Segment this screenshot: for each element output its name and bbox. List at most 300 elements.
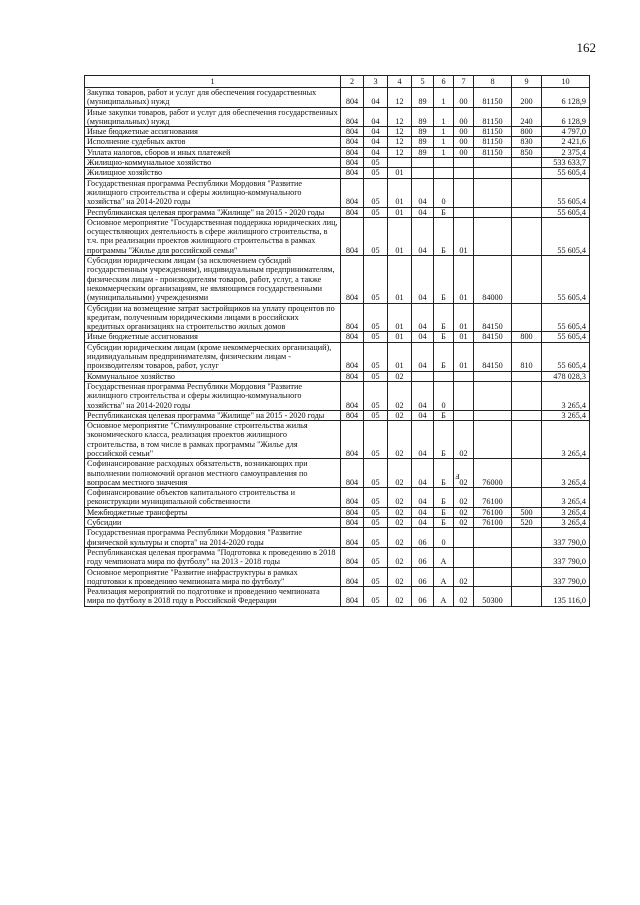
code-cell: 89 bbox=[412, 147, 434, 157]
code-cell: 800 bbox=[512, 127, 542, 137]
sum-cell: 2 421,6 bbox=[542, 137, 590, 147]
code-cell: 04 bbox=[412, 421, 434, 459]
sum-cell: 3 265,4 bbox=[542, 410, 590, 420]
code-cell: 804 bbox=[341, 547, 364, 567]
code-cell bbox=[512, 488, 542, 508]
sum-cell: 337 790,0 bbox=[542, 528, 590, 548]
code-cell bbox=[454, 410, 474, 420]
name-cell: Закупка товаров, работ и услуг для обеспечения государственных (муниципальных) нужд bbox=[85, 88, 341, 108]
code-cell: 81150 bbox=[474, 127, 512, 137]
code-cell: Б bbox=[434, 207, 454, 217]
code-cell: 500 bbox=[512, 507, 542, 517]
sum-cell: 478 028,3 bbox=[542, 371, 590, 381]
code-cell: 01 bbox=[388, 332, 412, 342]
code-cell: 05 bbox=[364, 587, 388, 607]
table-row bbox=[85, 567, 590, 587]
code-cell: 804 bbox=[341, 421, 364, 459]
table-row bbox=[85, 488, 590, 508]
code-cell: 804 bbox=[341, 528, 364, 548]
code-cell bbox=[454, 528, 474, 548]
header-cell: 1 bbox=[85, 76, 341, 88]
code-cell: 804 bbox=[341, 488, 364, 508]
code-cell: 04 bbox=[364, 147, 388, 157]
scan-mark: ⅎ bbox=[455, 470, 460, 482]
name-cell: Софинансирование объектов капитального строительства и реконструкции муниципальной собственности bbox=[85, 488, 341, 508]
code-cell: 804 bbox=[341, 381, 364, 410]
code-cell bbox=[512, 381, 542, 410]
code-cell: 04 bbox=[412, 332, 434, 342]
table-row bbox=[85, 371, 590, 381]
sum-cell: 4 797,0 bbox=[542, 127, 590, 137]
code-cell: 05 bbox=[364, 303, 388, 332]
code-cell: 01 bbox=[388, 342, 412, 371]
sum-cell: 55 605,4 bbox=[542, 168, 590, 178]
code-cell bbox=[512, 547, 542, 567]
code-cell: Б bbox=[434, 421, 454, 459]
sum-cell: 55 605,4 bbox=[542, 207, 590, 217]
code-cell: 05 bbox=[364, 381, 388, 410]
code-cell: 05 bbox=[364, 168, 388, 178]
code-cell: 804 bbox=[341, 178, 364, 207]
code-cell: Б bbox=[434, 217, 454, 255]
code-cell: 804 bbox=[341, 332, 364, 342]
code-cell: 84000 bbox=[474, 256, 512, 303]
name-cell: Субсидии bbox=[85, 518, 341, 528]
code-cell: 01 bbox=[388, 207, 412, 217]
table-row bbox=[85, 421, 590, 459]
name-cell: Республиканская целевая программа "Подготовка к проведению в 2018 году чемпионата мира по футболу" на 2013 - 2018 годы bbox=[85, 547, 341, 567]
code-cell bbox=[454, 207, 474, 217]
name-cell: Исполнение судебных актов bbox=[85, 137, 341, 147]
code-cell: 84150 bbox=[474, 303, 512, 332]
code-cell: 804 bbox=[341, 342, 364, 371]
code-cell: 04 bbox=[364, 127, 388, 137]
code-cell: 05 bbox=[364, 547, 388, 567]
table-row bbox=[85, 217, 590, 255]
table-row bbox=[85, 381, 590, 410]
header-cell: 10 bbox=[542, 76, 590, 88]
code-cell bbox=[512, 168, 542, 178]
sum-cell: 55 605,4 bbox=[542, 256, 590, 303]
page-number: 162 bbox=[576, 40, 596, 55]
code-cell: 02 bbox=[454, 518, 474, 528]
code-cell: 804 bbox=[341, 168, 364, 178]
code-cell: Б bbox=[434, 518, 454, 528]
code-cell bbox=[512, 158, 542, 168]
table-row bbox=[85, 459, 590, 488]
code-cell: 02 bbox=[388, 488, 412, 508]
code-cell: Б bbox=[434, 410, 454, 420]
table-row bbox=[85, 303, 590, 332]
code-cell bbox=[474, 547, 512, 567]
sum-cell: 55 605,4 bbox=[542, 342, 590, 371]
code-cell: 05 bbox=[364, 507, 388, 517]
code-cell: 05 bbox=[364, 567, 388, 587]
code-cell: 00 bbox=[454, 147, 474, 157]
code-cell bbox=[474, 371, 512, 381]
code-cell bbox=[512, 567, 542, 587]
code-cell: 804 bbox=[341, 127, 364, 137]
code-cell: 01 bbox=[454, 332, 474, 342]
budget-table bbox=[84, 75, 590, 607]
code-cell: 02 bbox=[388, 547, 412, 567]
code-cell: 02 bbox=[388, 567, 412, 587]
code-cell bbox=[512, 528, 542, 548]
sum-cell: 6 128,9 bbox=[542, 107, 590, 127]
code-cell: 81150 bbox=[474, 137, 512, 147]
code-cell bbox=[474, 421, 512, 459]
code-cell: 89 bbox=[412, 88, 434, 108]
header-cell: 6 bbox=[434, 76, 454, 88]
name-cell: Государственная программа Республики Мордовия "Развитие жилищного строительства и сферы жилищно-коммунального хозяйства" на 2014-2020 годы bbox=[85, 381, 341, 410]
code-cell: 800 bbox=[512, 332, 542, 342]
code-cell: 804 bbox=[341, 256, 364, 303]
code-cell: 02 bbox=[388, 410, 412, 420]
code-cell: 1 bbox=[434, 127, 454, 137]
code-cell: 804 bbox=[341, 217, 364, 255]
sum-cell: 337 790,0 bbox=[542, 547, 590, 567]
sum-cell: 2 375,4 bbox=[542, 147, 590, 157]
sum-cell: 3 265,4 bbox=[542, 507, 590, 517]
code-cell bbox=[454, 381, 474, 410]
code-cell: 05 bbox=[364, 371, 388, 381]
code-cell: 04 bbox=[364, 88, 388, 108]
code-cell: Б bbox=[434, 342, 454, 371]
code-cell: 12 bbox=[388, 107, 412, 127]
table-row bbox=[85, 168, 590, 178]
name-cell: Иные бюджетные ассигнования bbox=[85, 127, 341, 137]
code-cell: 00 bbox=[454, 127, 474, 137]
code-cell bbox=[512, 371, 542, 381]
code-cell: 02 bbox=[388, 587, 412, 607]
sum-cell: 3 265,4 bbox=[542, 381, 590, 410]
code-cell bbox=[512, 178, 542, 207]
code-cell: 830 bbox=[512, 137, 542, 147]
code-cell: 05 bbox=[364, 459, 388, 488]
code-cell: 05 bbox=[364, 158, 388, 168]
code-cell: Б bbox=[434, 332, 454, 342]
code-cell: Б bbox=[434, 256, 454, 303]
code-cell: 12 bbox=[388, 127, 412, 137]
sum-cell: 135 116,0 bbox=[542, 587, 590, 607]
code-cell: 04 bbox=[412, 303, 434, 332]
code-cell bbox=[454, 158, 474, 168]
code-cell bbox=[412, 371, 434, 381]
code-cell: 05 bbox=[364, 342, 388, 371]
table-row bbox=[85, 207, 590, 217]
code-cell bbox=[474, 158, 512, 168]
code-cell: 804 bbox=[341, 158, 364, 168]
code-cell: 804 bbox=[341, 88, 364, 108]
code-cell: 804 bbox=[341, 207, 364, 217]
code-cell bbox=[512, 256, 542, 303]
code-cell: 200 bbox=[512, 88, 542, 108]
name-cell: Государственная программа Республики Мордовия "Развитие жилищного строительства и сферы жилищно-коммунального хозяйства" на 2014-2020 годы bbox=[85, 178, 341, 207]
code-cell: 05 bbox=[364, 421, 388, 459]
code-cell bbox=[474, 567, 512, 587]
table-row bbox=[85, 342, 590, 371]
code-cell: 81150 bbox=[474, 147, 512, 157]
table-row bbox=[85, 158, 590, 168]
sum-cell: 3 265,4 bbox=[542, 421, 590, 459]
code-cell: 02 bbox=[454, 587, 474, 607]
code-cell bbox=[474, 217, 512, 255]
code-cell: 84150 bbox=[474, 342, 512, 371]
sum-cell: 337 790,0 bbox=[542, 567, 590, 587]
code-cell: 06 bbox=[412, 567, 434, 587]
code-cell: 0 bbox=[434, 528, 454, 548]
code-cell: 1 bbox=[434, 107, 454, 127]
name-cell: Иные бюджетные ассигнования bbox=[85, 332, 341, 342]
code-cell bbox=[512, 303, 542, 332]
code-cell: 240 bbox=[512, 107, 542, 127]
code-cell bbox=[474, 381, 512, 410]
code-cell bbox=[512, 459, 542, 488]
code-cell: 05 bbox=[364, 410, 388, 420]
header-cell: 9 bbox=[512, 76, 542, 88]
code-cell bbox=[434, 168, 454, 178]
name-cell: Субсидии юридическим лицам (за исключением субсидий государственным учреждениям), индивидуальным предпринимателям, физическим лицам - производителям товаров, работ, услуг, а также некоммерческим организациям, не являющимся государственными (муниципальными) учреждениями bbox=[85, 256, 341, 303]
table-row bbox=[85, 178, 590, 207]
table-row bbox=[85, 528, 590, 548]
name-cell: Республиканская целевая программа "Жилище" на 2015 - 2020 годы bbox=[85, 410, 341, 420]
name-cell: Иные закупки товаров, работ и услуг для обеспечения государственных (муниципальных) нужд bbox=[85, 107, 341, 127]
table-row bbox=[85, 147, 590, 157]
code-cell: 12 bbox=[388, 147, 412, 157]
code-cell: 04 bbox=[412, 507, 434, 517]
code-cell: 06 bbox=[412, 587, 434, 607]
code-cell: 810 bbox=[512, 342, 542, 371]
table-row bbox=[85, 88, 590, 108]
code-cell: 04 bbox=[412, 488, 434, 508]
code-cell: 81150 bbox=[474, 88, 512, 108]
code-cell: 1 bbox=[434, 137, 454, 147]
code-cell: А bbox=[434, 567, 454, 587]
code-cell: Б bbox=[434, 507, 454, 517]
sum-cell: 3 265,4 bbox=[542, 518, 590, 528]
code-cell: 02 bbox=[454, 421, 474, 459]
table-row bbox=[85, 547, 590, 567]
code-cell: 05 bbox=[364, 217, 388, 255]
code-cell: 81150 bbox=[474, 107, 512, 127]
name-cell: Реализация мероприятий по подготовке и проведению чемпионата мира по футболу в 2018 году в Российской Федерации bbox=[85, 587, 341, 607]
code-cell: 02 bbox=[454, 567, 474, 587]
name-cell: Субсидии юридическим лицам (кроме некоммерческих организаций), индивидуальным предпринимателям, физическим лицам - производителям товаров, работ, услуг bbox=[85, 342, 341, 371]
code-cell: 01 bbox=[454, 256, 474, 303]
name-cell: Софинансирование расходных обязательств, возникающих при выполнении полномочий органов местного самоуправления по вопросам местного значения bbox=[85, 459, 341, 488]
code-cell bbox=[434, 371, 454, 381]
code-cell: 01 bbox=[454, 342, 474, 371]
code-cell: 04 bbox=[364, 107, 388, 127]
code-cell: 02 bbox=[454, 488, 474, 508]
table-row bbox=[85, 137, 590, 147]
code-cell bbox=[512, 217, 542, 255]
code-cell bbox=[412, 168, 434, 178]
name-cell: Коммунальное хозяйство bbox=[85, 371, 341, 381]
table-row bbox=[85, 507, 590, 517]
code-cell: 01 bbox=[388, 168, 412, 178]
code-cell: 06 bbox=[412, 528, 434, 548]
table-row bbox=[85, 518, 590, 528]
code-cell: 02 bbox=[388, 528, 412, 548]
sum-cell: 55 605,4 bbox=[542, 303, 590, 332]
code-cell: 02 bbox=[454, 459, 474, 488]
code-cell: Б bbox=[434, 459, 454, 488]
code-cell bbox=[454, 547, 474, 567]
table-body bbox=[85, 76, 590, 607]
code-cell: 01 bbox=[454, 303, 474, 332]
code-cell: 520 bbox=[512, 518, 542, 528]
header-cell: 3 bbox=[364, 76, 388, 88]
code-cell: 06 bbox=[412, 547, 434, 567]
code-cell: 89 bbox=[412, 107, 434, 127]
name-cell: Основное мероприятие "Развитие инфраструктуры в рамках подготовки к проведению чемпионата мира по футболу" bbox=[85, 567, 341, 587]
code-cell bbox=[512, 207, 542, 217]
code-cell: 804 bbox=[341, 507, 364, 517]
code-cell: 804 bbox=[341, 107, 364, 127]
table-row bbox=[85, 332, 590, 342]
code-cell: 00 bbox=[454, 107, 474, 127]
name-cell: Межбюджетные трансферты bbox=[85, 507, 341, 517]
code-cell: 01 bbox=[454, 217, 474, 255]
header-cell: 2 bbox=[341, 76, 364, 88]
code-cell: 804 bbox=[341, 147, 364, 157]
code-cell bbox=[454, 168, 474, 178]
sum-cell: 55 605,4 bbox=[542, 178, 590, 207]
code-cell: 76100 bbox=[474, 518, 512, 528]
code-cell: 01 bbox=[388, 178, 412, 207]
header-cell: 4 bbox=[388, 76, 412, 88]
code-cell bbox=[474, 410, 512, 420]
code-cell: 04 bbox=[412, 217, 434, 255]
sum-cell: 55 605,4 bbox=[542, 217, 590, 255]
code-cell: 02 bbox=[454, 507, 474, 517]
code-cell bbox=[474, 528, 512, 548]
code-cell bbox=[512, 421, 542, 459]
name-cell: Уплата налогов, сборов и иных платежей bbox=[85, 147, 341, 157]
code-cell: 04 bbox=[364, 137, 388, 147]
code-cell: 1 bbox=[434, 88, 454, 108]
code-cell: 0 bbox=[434, 178, 454, 207]
sum-cell: 533 633,7 bbox=[542, 158, 590, 168]
code-cell: 804 bbox=[341, 371, 364, 381]
code-cell: 04 bbox=[412, 381, 434, 410]
table-row bbox=[85, 256, 590, 303]
code-cell: 04 bbox=[412, 256, 434, 303]
code-cell: 76000 bbox=[474, 459, 512, 488]
code-cell: 05 bbox=[364, 528, 388, 548]
code-cell bbox=[512, 587, 542, 607]
code-cell: 89 bbox=[412, 127, 434, 137]
table-row bbox=[85, 127, 590, 137]
code-cell: 02 bbox=[388, 518, 412, 528]
code-cell: 02 bbox=[388, 459, 412, 488]
code-cell: 04 bbox=[412, 207, 434, 217]
code-cell: 04 bbox=[412, 518, 434, 528]
code-cell: 12 bbox=[388, 137, 412, 147]
code-cell: 12 bbox=[388, 88, 412, 108]
code-cell: 0 bbox=[434, 381, 454, 410]
code-cell: 00 bbox=[454, 137, 474, 147]
code-cell: 804 bbox=[341, 587, 364, 607]
sum-cell: 3 265,4 bbox=[542, 488, 590, 508]
name-cell: Жилищное хозяйство bbox=[85, 168, 341, 178]
code-cell: 84150 bbox=[474, 332, 512, 342]
code-cell: 01 bbox=[388, 256, 412, 303]
code-cell: 04 bbox=[412, 459, 434, 488]
code-cell bbox=[388, 158, 412, 168]
sum-cell: 3 265,4 bbox=[542, 459, 590, 488]
code-cell: 804 bbox=[341, 410, 364, 420]
code-cell bbox=[474, 207, 512, 217]
header-cell: 8 bbox=[474, 76, 512, 88]
code-cell: 05 bbox=[364, 207, 388, 217]
table-row bbox=[85, 587, 590, 607]
code-cell: 02 bbox=[388, 421, 412, 459]
code-cell: 04 bbox=[412, 342, 434, 371]
code-cell: А bbox=[434, 547, 454, 567]
sum-cell: 6 128,9 bbox=[542, 88, 590, 108]
code-cell: 01 bbox=[388, 217, 412, 255]
code-cell: 05 bbox=[364, 332, 388, 342]
name-cell: Республиканская целевая программа "Жилище" на 2015 - 2020 годы bbox=[85, 207, 341, 217]
code-cell: 804 bbox=[341, 137, 364, 147]
code-cell: 804 bbox=[341, 567, 364, 587]
code-cell bbox=[512, 410, 542, 420]
code-cell: 05 bbox=[364, 178, 388, 207]
code-cell: 804 bbox=[341, 459, 364, 488]
code-cell: Б bbox=[434, 303, 454, 332]
name-cell: Жилищно-коммунальное хозяйство bbox=[85, 158, 341, 168]
code-cell: 76100 bbox=[474, 488, 512, 508]
header-cell: 5 bbox=[412, 76, 434, 88]
table-row bbox=[85, 410, 590, 420]
code-cell: 50300 bbox=[474, 587, 512, 607]
code-cell: 804 bbox=[341, 518, 364, 528]
name-cell: Субсидии на возмещение затрат застройщиков на уплату процентов по кредитам, полученным юридическими лицами в российских кредитных организациях на строительство жилых домов bbox=[85, 303, 341, 332]
code-cell: 850 bbox=[512, 147, 542, 157]
table-header-row bbox=[85, 76, 590, 88]
table-row bbox=[85, 107, 590, 127]
name-cell: Основное мероприятие "Стимулирование строительства жилья экономического класса, реализация проектов жилищного строительства, в том числе в рамках программы "Жилье для российской семьи" bbox=[85, 421, 341, 459]
code-cell: 02 bbox=[388, 381, 412, 410]
code-cell: 89 bbox=[412, 137, 434, 147]
code-cell: Б bbox=[434, 488, 454, 508]
code-cell: 05 bbox=[364, 518, 388, 528]
code-cell bbox=[474, 178, 512, 207]
code-cell: 76100 bbox=[474, 507, 512, 517]
code-cell bbox=[474, 168, 512, 178]
code-cell: 04 bbox=[412, 410, 434, 420]
code-cell: 05 bbox=[364, 256, 388, 303]
code-cell bbox=[454, 178, 474, 207]
code-cell: 02 bbox=[388, 371, 412, 381]
name-cell: Основное мероприятие "Государственная поддержка юридических лиц, осуществляющих деятельность в сфере жилищного строительства, в т.ч. при реализации проектов жилищного строительства в рамках программы "Жилье для российской семьи" bbox=[85, 217, 341, 255]
code-cell: 05 bbox=[364, 488, 388, 508]
code-cell: 04 bbox=[412, 178, 434, 207]
code-cell: 804 bbox=[341, 303, 364, 332]
code-cell: 01 bbox=[388, 303, 412, 332]
name-cell: Государственная программа Республики Мордовия "Развитие физической культуры и спорта" на 2014-2020 годы bbox=[85, 528, 341, 548]
header-cell: 7 bbox=[454, 76, 474, 88]
code-cell: 02 bbox=[388, 507, 412, 517]
code-cell bbox=[412, 158, 434, 168]
sum-cell: 55 605,4 bbox=[542, 332, 590, 342]
code-cell: 1 bbox=[434, 147, 454, 157]
code-cell bbox=[434, 158, 454, 168]
code-cell: А bbox=[434, 587, 454, 607]
code-cell bbox=[454, 371, 474, 381]
